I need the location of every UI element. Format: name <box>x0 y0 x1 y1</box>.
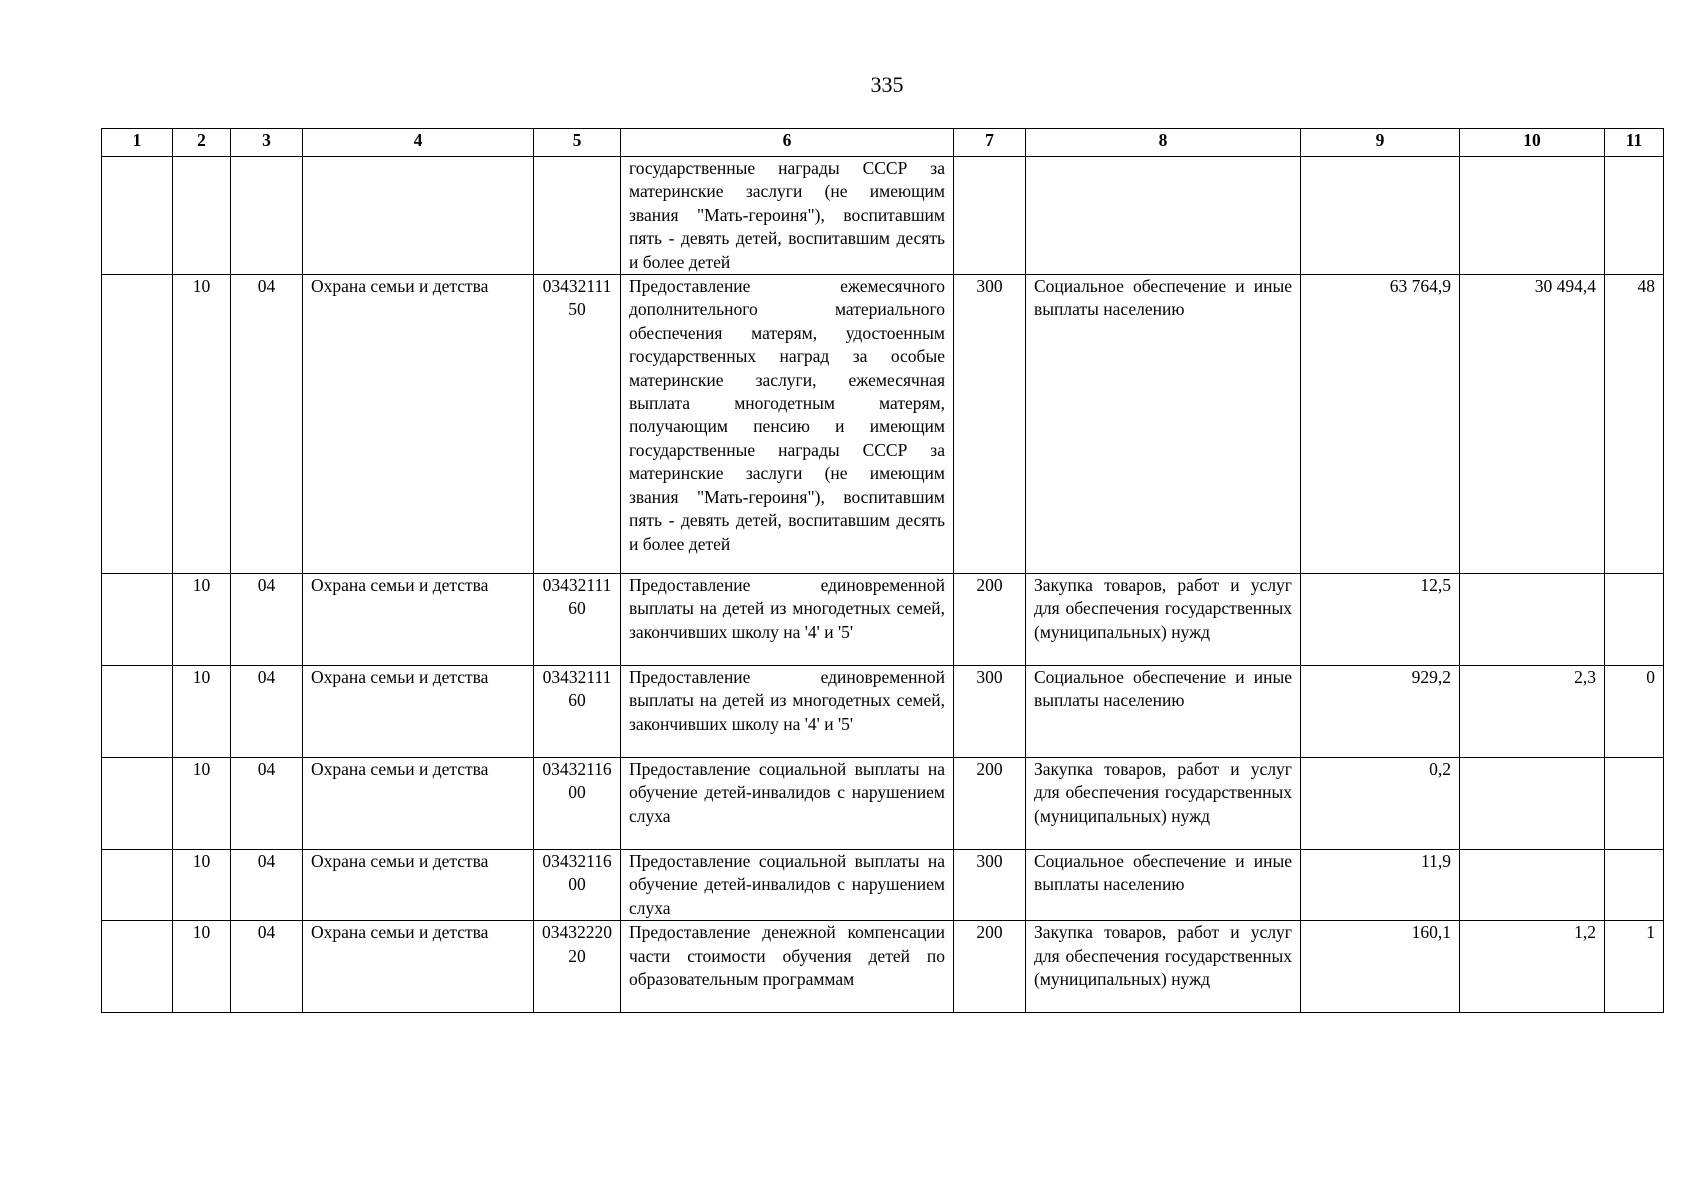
cell-section <box>173 157 231 275</box>
budget-table <box>101 128 1664 1013</box>
cell-expense-type <box>954 157 1026 275</box>
cell-subsection: 04 <box>231 758 303 850</box>
cell-target-code <box>534 157 621 275</box>
cell-section-name: Охрана семьи и детства <box>303 666 534 758</box>
table-row <box>102 275 1664 574</box>
cell-expense-name: Социальное обеспечение и иные выплаты населению <box>1026 666 1301 758</box>
cell-description: Предоставление единовременной выплаты на детей из многодетных семей, закончивших школу на '4' и '5' <box>621 666 954 758</box>
cell-description: Предоставление единовременной выплаты на детей из многодетных семей, закончивших школу на '4' и '5' <box>621 574 954 666</box>
cell-description: государственные награды СССР за материнские заслуги (не имеющим звания "Мать-героиня"), воспитавшим пять - девять детей, воспитавшим десять и более детей <box>621 157 954 275</box>
cell-amount-col9: 11,9 <box>1301 850 1460 921</box>
column-header-6: 6 <box>621 129 954 157</box>
cell-section: 10 <box>173 574 231 666</box>
cell-section: 10 <box>173 666 231 758</box>
cell-target-code: 0343222020 <box>534 921 621 1013</box>
cell-section: 10 <box>173 275 231 574</box>
column-header-10: 10 <box>1460 129 1605 157</box>
cell-subsection: 04 <box>231 666 303 758</box>
table-row <box>102 157 1664 275</box>
page-number: 335 <box>870 72 904 97</box>
cell-amount-col10: 30 494,4 <box>1460 275 1605 574</box>
cell-percent-col11 <box>1605 850 1664 921</box>
column-header-9: 9 <box>1301 129 1460 157</box>
table-row <box>102 850 1664 921</box>
table-row <box>102 666 1664 758</box>
cell-percent-col11 <box>1605 574 1664 666</box>
column-header-7: 7 <box>954 129 1026 157</box>
cell-percent-col11 <box>1605 758 1664 850</box>
cell-expense-name: Социальное обеспечение и иные выплаты населению <box>1026 850 1301 921</box>
cell-subsection: 04 <box>231 921 303 1013</box>
cell-amount-col9: 160,1 <box>1301 921 1460 1013</box>
cell-percent-col11 <box>1605 157 1664 275</box>
cell-amount-col10: 1,2 <box>1460 921 1605 1013</box>
cell-section-name: Охрана семьи и детства <box>303 850 534 921</box>
header-row <box>102 129 1664 157</box>
cell-amount-col10 <box>1460 574 1605 666</box>
cell-amount-col9: 12,5 <box>1301 574 1460 666</box>
column-header-11: 11 <box>1605 129 1664 157</box>
column-header-5: 5 <box>534 129 621 157</box>
cell-col1 <box>102 157 173 275</box>
cell-amount-col9: 0,2 <box>1301 758 1460 850</box>
cell-section: 10 <box>173 850 231 921</box>
table-row <box>102 574 1664 666</box>
cell-col1 <box>102 758 173 850</box>
cell-section: 10 <box>173 758 231 850</box>
column-header-8: 8 <box>1026 129 1301 157</box>
table-row <box>102 921 1664 1013</box>
cell-subsection <box>231 157 303 275</box>
cell-target-code: 0343211160 <box>534 666 621 758</box>
cell-col1 <box>102 275 173 574</box>
column-header-2: 2 <box>173 129 231 157</box>
cell-section: 10 <box>173 921 231 1013</box>
table-header <box>102 129 1664 157</box>
cell-section-name <box>303 157 534 275</box>
cell-col1 <box>102 921 173 1013</box>
cell-subsection: 04 <box>231 850 303 921</box>
cell-amount-col10 <box>1460 850 1605 921</box>
cell-section-name: Охрана семьи и детства <box>303 758 534 850</box>
cell-percent-col11: 48 <box>1605 275 1664 574</box>
cell-expense-type: 300 <box>954 275 1026 574</box>
table-row <box>102 758 1664 850</box>
column-header-4: 4 <box>303 129 534 157</box>
cell-percent-col11: 0 <box>1605 666 1664 758</box>
cell-expense-type: 200 <box>954 574 1026 666</box>
cell-subsection: 04 <box>231 275 303 574</box>
cell-target-code: 0343211600 <box>534 850 621 921</box>
cell-expense-type: 300 <box>954 850 1026 921</box>
cell-expense-name: Закупка товаров, работ и услуг для обеспечения государственных (муниципальных) нужд <box>1026 921 1301 1013</box>
cell-target-code: 0343211160 <box>534 574 621 666</box>
cell-amount-col10: 2,3 <box>1460 666 1605 758</box>
cell-subsection: 04 <box>231 574 303 666</box>
cell-expense-type: 200 <box>954 758 1026 850</box>
cell-description: Предоставление социальной выплаты на обучение детей-инвалидов с нарушением слуха <box>621 850 954 921</box>
cell-expense-name <box>1026 157 1301 275</box>
cell-col1 <box>102 850 173 921</box>
cell-expense-type: 300 <box>954 666 1026 758</box>
cell-amount-col9: 929,2 <box>1301 666 1460 758</box>
cell-description: Предоставление денежной компенсации части стоимости обучения детей по образовательным программам <box>621 921 954 1013</box>
column-header-3: 3 <box>231 129 303 157</box>
cell-description: Предоставление социальной выплаты на обучение детей-инвалидов с нарушением слуха <box>621 758 954 850</box>
cell-col1 <box>102 666 173 758</box>
cell-amount-col9 <box>1301 157 1460 275</box>
cell-expense-name: Социальное обеспечение и иные выплаты населению <box>1026 275 1301 574</box>
cell-col1 <box>102 574 173 666</box>
cell-amount-col10 <box>1460 758 1605 850</box>
cell-percent-col11: 1 <box>1605 921 1664 1013</box>
cell-expense-name: Закупка товаров, работ и услуг для обеспечения государственных (муниципальных) нужд <box>1026 574 1301 666</box>
cell-section-name: Охрана семьи и детства <box>303 574 534 666</box>
cell-amount-col10 <box>1460 157 1605 275</box>
cell-amount-col9: 63 764,9 <box>1301 275 1460 574</box>
cell-section-name: Охрана семьи и детства <box>303 921 534 1013</box>
cell-target-code: 0343211600 <box>534 758 621 850</box>
cell-expense-type: 200 <box>954 921 1026 1013</box>
cell-description: Предоставление ежемесячного дополнительного материального обеспечения матерям, удостоенным государственных наград за особые материнские заслуги, ежемесячная выплата многодетным матерям, получающим пенсию и имеющим государственные награды СССР за материнские заслуги (не имеющим звания "Мать-героиня"), воспитавшим пять - девять детей, воспитавшим десять и более детей <box>621 275 954 574</box>
table-body <box>102 157 1664 1013</box>
column-header-1: 1 <box>102 129 173 157</box>
cell-target-code: 0343211150 <box>534 275 621 574</box>
cell-expense-name: Закупка товаров, работ и услуг для обеспечения государственных (муниципальных) нужд <box>1026 758 1301 850</box>
cell-section-name: Охрана семьи и детства <box>303 275 534 574</box>
